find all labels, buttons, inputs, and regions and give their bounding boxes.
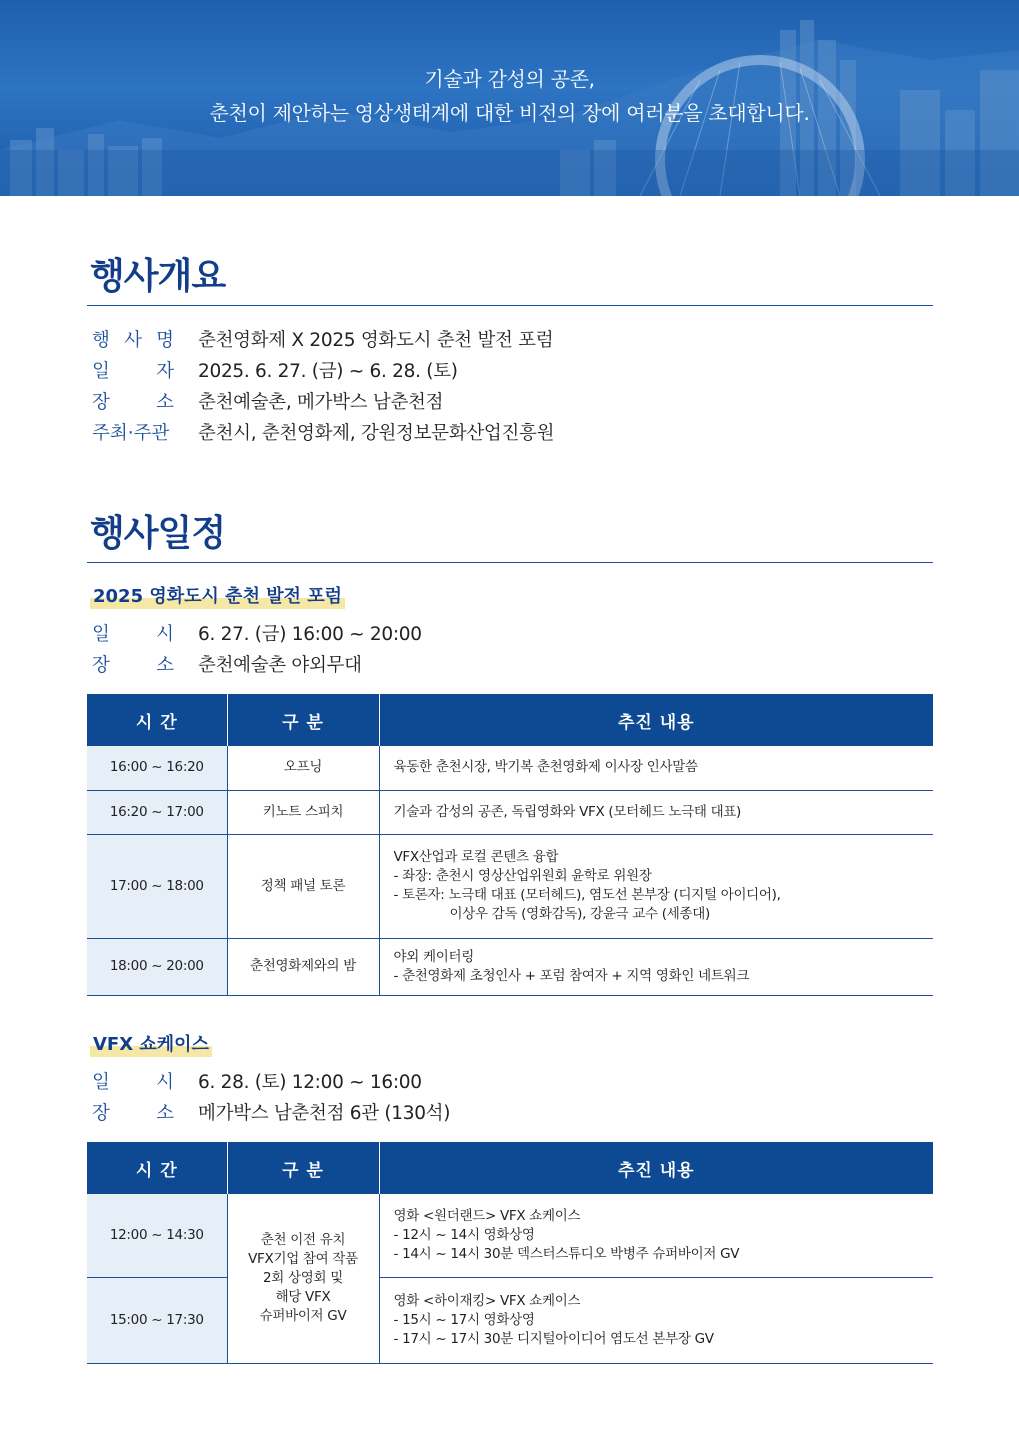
category-line: 슈퍼바이저 GV bbox=[259, 1307, 347, 1324]
row-time: 16:20 ~ 17:00 bbox=[87, 790, 227, 834]
content-line: 기술과 감성의 공존, 독립영화와 VFX (모터헤드 노극태 대표) bbox=[393, 803, 742, 820]
header-category: 구 분 bbox=[227, 694, 379, 746]
row-content bbox=[379, 790, 933, 834]
vfx-date-label: 일 시 bbox=[92, 1072, 174, 1093]
overview-value: 춘천영화제 X 2025 영화도시 춘천 발전 포럼 bbox=[198, 330, 554, 351]
vfx-place-label: 장 소 bbox=[92, 1103, 174, 1124]
header-time: 시 간 bbox=[87, 694, 227, 746]
overview-value: 춘천예술촌, 메가박스 남춘천점 bbox=[198, 392, 444, 413]
forum-subhead: 2025 영화도시 춘천 발전 포럼 bbox=[90, 585, 345, 609]
content-line: - 17시 ~ 17시 30분 디지털아이디어 염도선 본부장 GV bbox=[393, 1330, 714, 1347]
overview-label: 행 사 명 bbox=[92, 330, 174, 351]
banner-line-1: 기술과 감성의 공존, bbox=[424, 67, 595, 91]
row-time: 18:00 ~ 20:00 bbox=[87, 938, 227, 995]
forum-place: 춘천예술촌 야외무대 bbox=[198, 655, 362, 676]
category-line: 춘천 이전 유치 bbox=[260, 1231, 346, 1248]
header-time: 시 간 bbox=[87, 1142, 227, 1194]
forum-date-label: 일 시 bbox=[92, 624, 174, 645]
overview-divider bbox=[87, 305, 933, 306]
row-category: 춘천영화제와의 밤 bbox=[227, 938, 379, 995]
category-line: 2회 상영회 및 bbox=[263, 1269, 343, 1286]
table-row bbox=[87, 1277, 933, 1363]
overview-value: 춘천시, 춘천영화제, 강원정보문화산업진흥원 bbox=[198, 423, 555, 444]
forum-schedule-table bbox=[87, 694, 933, 996]
table-row bbox=[87, 790, 933, 834]
row-category: 정책 패널 토론 bbox=[227, 834, 379, 938]
header-category: 구 분 bbox=[227, 1142, 379, 1194]
row-content bbox=[379, 834, 933, 938]
forum-date: 6. 27. (금) 16:00 ~ 20:00 bbox=[198, 624, 422, 645]
content-line: - 12시 ~ 14시 영화상영 bbox=[393, 1226, 535, 1243]
overview-value: 2025. 6. 27. (금) ~ 6. 28. (토) bbox=[198, 361, 458, 382]
row-time: 15:00 ~ 17:30 bbox=[87, 1277, 227, 1363]
overview-title: 행사개요 bbox=[90, 256, 226, 297]
content-line: VFX산업과 로컬 콘텐츠 융합 bbox=[393, 849, 559, 865]
overview-label: 주최·주관 bbox=[92, 423, 170, 444]
category-line: VFX기업 참여 작품 bbox=[248, 1250, 358, 1267]
content-line: 육동한 춘천시장, 박기복 춘천영화제 이사장 인사말씀 bbox=[393, 759, 698, 776]
table-row bbox=[87, 938, 933, 995]
header-content: 추진 내용 bbox=[379, 694, 933, 746]
row-category: 키노트 스피치 bbox=[227, 790, 379, 834]
content-line: - 좌장: 춘천시 영상산업위원회 윤학로 위원장 bbox=[393, 868, 652, 884]
row-category: 오프닝 bbox=[227, 746, 379, 790]
vfx-date: 6. 28. (토) 12:00 ~ 16:00 bbox=[198, 1072, 422, 1093]
content-line: - 14시 ~ 14시 30분 덱스터스튜디오 박병주 슈퍼바이저 GV bbox=[393, 1245, 740, 1262]
row-time: 16:00 ~ 16:20 bbox=[87, 746, 227, 790]
overview-label: 장 소 bbox=[92, 392, 174, 413]
row-content bbox=[379, 938, 933, 995]
vfx-subhead: VFX 쇼케이스 bbox=[90, 1033, 212, 1057]
header-content: 추진 내용 bbox=[379, 1142, 933, 1194]
row-content bbox=[379, 1277, 933, 1363]
row-content bbox=[379, 746, 933, 790]
header-banner bbox=[0, 0, 1019, 196]
forum-place-label: 장 소 bbox=[92, 655, 174, 676]
table-row bbox=[87, 1194, 933, 1277]
content-line: 야외 케이터링 bbox=[393, 948, 474, 965]
row-category bbox=[227, 1194, 379, 1363]
content-line: - 토론자: 노극태 대표 (모터헤드), 염도선 본부장 (디지털 아이디어), bbox=[393, 887, 781, 903]
vfx-schedule-table bbox=[87, 1142, 933, 1364]
content-line: 영화 <원더랜드> VFX 쇼케이스 bbox=[393, 1207, 581, 1224]
content-line: 이상우 감독 (영화감독), 강윤극 교수 (세종대) bbox=[449, 906, 710, 922]
content-line: - 춘천영화제 초청인사 + 포럼 참여자 + 지역 영화인 네트워크 bbox=[393, 967, 750, 984]
row-time: 17:00 ~ 18:00 bbox=[87, 834, 227, 938]
table-row bbox=[87, 834, 933, 938]
schedule-title: 행사일정 bbox=[90, 513, 226, 554]
vfx-place: 메가박스 남춘천점 6관 (130석) bbox=[198, 1103, 451, 1124]
row-content bbox=[379, 1194, 933, 1277]
category-line: 해당 VFX bbox=[275, 1288, 331, 1305]
content-line: 영화 <하이재킹> VFX 쇼케이스 bbox=[393, 1292, 581, 1309]
content-line: - 15시 ~ 17시 영화상영 bbox=[393, 1311, 535, 1328]
schedule-divider bbox=[87, 562, 933, 563]
row-time: 12:00 ~ 14:30 bbox=[87, 1194, 227, 1277]
banner-line-2: 춘천이 제안하는 영상생태계에 대한 비전의 장에 여러분을 초대합니다. bbox=[209, 101, 810, 125]
table-row bbox=[87, 746, 933, 790]
overview-label: 일 자 bbox=[92, 361, 174, 382]
